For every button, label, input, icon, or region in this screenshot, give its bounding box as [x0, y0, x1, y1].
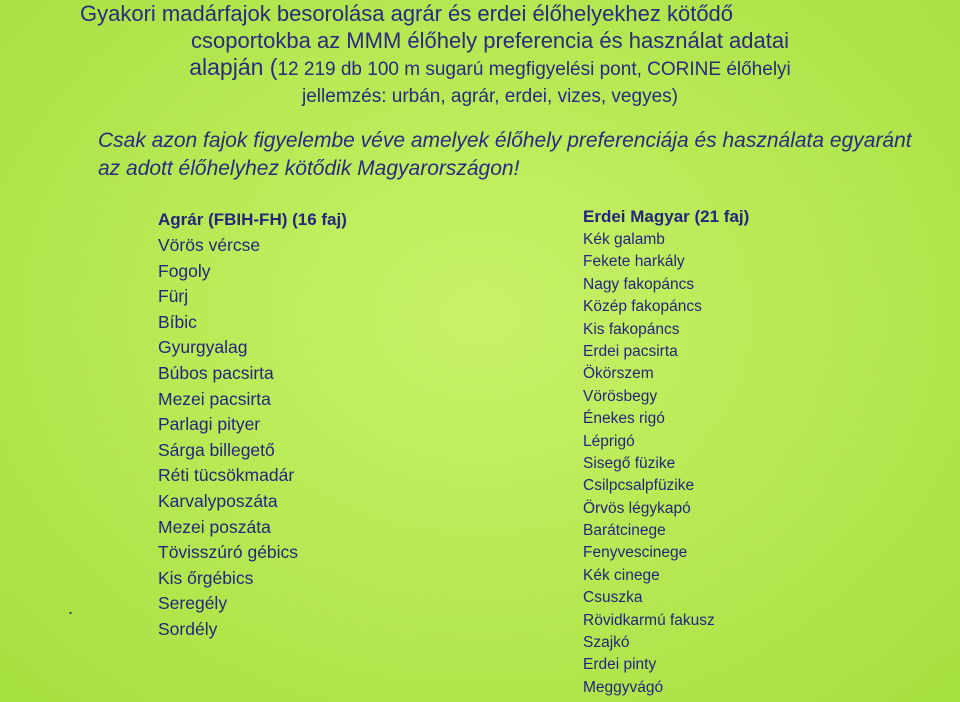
stray-bullet-dot: .	[68, 598, 74, 618]
title-line-3	[80, 54, 900, 83]
erdei-item: Fekete harkály	[583, 253, 685, 271]
erdei-item: Fenyvescinege	[583, 544, 688, 562]
agrar-item: Kis őrgébics	[158, 567, 254, 588]
erdei-item: Énekes rigó	[583, 410, 665, 428]
agrar-item: Mezei poszáta	[158, 516, 271, 537]
agrar-item: Tövisszúró gébics	[158, 542, 299, 563]
erdei-item: Kék cinege	[583, 566, 660, 584]
agrar-item: Sordély	[158, 618, 218, 639]
agrar-item: Réti tücsökmadár	[158, 465, 295, 486]
agrar-heading: Agrár (FBIH-FH) (16 faj)	[158, 210, 347, 229]
title-line-4: jellemzés: urbán, agrár, erdei, vizes, vegyes)	[302, 86, 678, 107]
erdei-item: Kék galamb	[583, 231, 665, 248]
agrar-item: Sárga billegető	[158, 439, 275, 460]
agrar-item: Vörös vércse	[158, 235, 261, 255]
agrar-item: Parlagi pityer	[158, 414, 261, 435]
agrar-item: Karvalyposzáta	[158, 490, 278, 511]
agrar-item: Fürj	[158, 286, 189, 307]
erdei-item: Szajkó	[583, 634, 630, 652]
agrar-item: Búbos pacsirta	[158, 362, 274, 383]
erdei-heading: Erdei Magyar (21 faj)	[583, 207, 750, 226]
agrar-item: Gyurgyalag	[158, 337, 248, 358]
erdei-item: Erdei pacsirta	[583, 342, 678, 360]
slide-title	[80, 0, 900, 110]
erdei-item: Ökörszem	[583, 365, 654, 383]
erdei-item: Csuszka	[583, 589, 643, 607]
erdei-item: Kis fakopáncs	[583, 320, 680, 338]
erdei-item: Örvös légykapó	[583, 499, 691, 517]
title-line-3-detail: 12 219 db 100 m sugarú megfigyelési pont, CORINE élőhelyi	[277, 59, 791, 80]
title-line-1: Gyakori madárfajok besorolása agrár és erdei élőhelyekhez kötődő	[80, 1, 734, 26]
agrar-item: Seregély	[158, 593, 228, 614]
agrar-item: Fogoly	[158, 260, 211, 281]
agrar-item: Bíbic	[158, 311, 197, 332]
erdei-item: Meggyvágó	[583, 678, 664, 696]
erdei-item: Barátcinege	[583, 522, 666, 540]
erdei-item: Sisegő füzike	[583, 454, 676, 472]
title-line-3-prefix: alapján (	[189, 54, 278, 80]
erdei-species-list	[583, 205, 883, 699]
title-line-2: csoportokba az MMM élőhely preferencia és használat adatai	[191, 28, 789, 53]
italic-note: Csak azon fajok figyelembe véve amelyek élőhely preferenciája és használata egyaránt az adott élőhelyhez kötődik Magyarországon!	[98, 129, 912, 180]
erdei-item: Közép fakopáncs	[583, 298, 702, 316]
erdei-item: Léprigó	[583, 432, 635, 450]
erdei-item: Vörösbegy	[583, 387, 658, 405]
erdei-item: Nagy fakopáncs	[583, 275, 695, 293]
erdei-item: Csilpcsalpfüzike	[583, 477, 695, 495]
erdei-item: Erdei pinty	[583, 656, 657, 674]
erdei-item: Rövidkarmú fakusz	[583, 611, 715, 629]
agrar-item: Mezei pacsirta	[158, 388, 271, 409]
agrar-species-list	[158, 207, 458, 643]
